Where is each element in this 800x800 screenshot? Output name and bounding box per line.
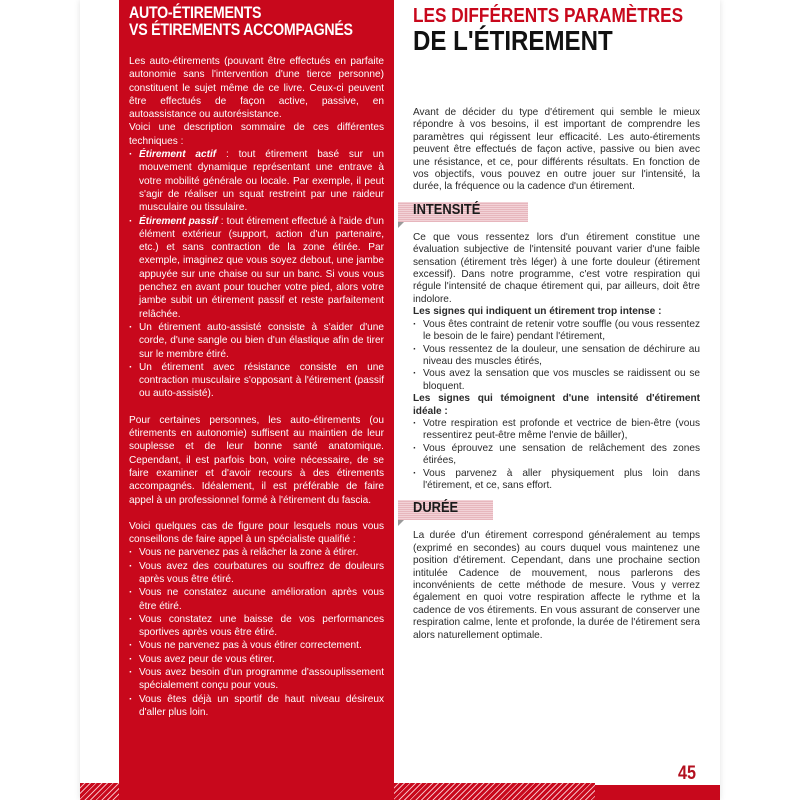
term: Étirement passif xyxy=(139,215,218,227)
list-item: · Vous avez besoin d'un programme d'assouplissement spécialement conçu pour vous. xyxy=(129,666,384,693)
list-item: · Vous ne constatez aucune amélioration après vous être étiré. xyxy=(129,586,384,613)
footer-hatch-left xyxy=(80,783,119,800)
ideal-list xyxy=(413,418,700,492)
list-item: · Vous avez peur de vous étirer. xyxy=(129,653,384,666)
section-heading-intensite xyxy=(398,202,528,222)
duree-paragraph: La durée d'un étirement correspond généralement au temps (exprimé en secondes) au cours duquel vous maintenez une position d'étirement. Cependant, dans une prochaine section intitulée Cadence de mouvement, nous parlerons des inconvénients de cette méthode de mesure. Vous y verrez également en quoi votre respiration affecte le rythme et la cadence de vos étirements. En vous assurant de conserver une respiration calme, lente et profonde, la durée de l'étirement sera alors naturellement optimale. xyxy=(413,530,700,641)
cases-intro: Voici quelques cas de figure pour lesquels nous vous conseillons de faire appel à un spécialiste qualifié : xyxy=(129,520,384,546)
definition: Un étirement auto-assisté consiste à s'aider d'une corde, d'une sangle ou bien d'un élastique afin de tirer sur le membre étiré. xyxy=(139,321,384,360)
list-item: · Vous ressentez de la douleur, une sensation de déchirure au niveau des muscles étirés, xyxy=(413,344,700,369)
panel-body xyxy=(129,55,384,719)
too-intense-list xyxy=(413,319,700,393)
list-item xyxy=(129,361,384,401)
techniques-intro: Voici une description sommaire de ces différentes techniques : xyxy=(129,122,384,147)
panel-paragraph-2: Pour certaines personnes, les auto-étirements (ou étirements en autonomie) suffisent au maintien de leur souplesse et de leur bonne santé anatomique. Cependant, il est parfois bon, voire nécessaire, de se faire examiner et d'avoir recours à des étirements accompagnés. Idéalement, il est préférable de faire appel à un professionnel formé à l'étirement du fascia. xyxy=(129,414,384,506)
list-item: · Vous êtes contraint de retenir votre souffle (ou vous ressentez le besoin de le faire) pendant l'étirement, xyxy=(413,319,700,344)
panel-intro: Les auto-étirements (pouvant être effectués en parfaite autonomie sans l'intervention d'une tierce personne) constituent le sujet même de ce livre. Ceux-ci peuvent être effectués de façon active, passive, en autoassistance ou autorésistance. xyxy=(129,56,384,121)
ideal-label: Les signes qui témoignent d'une intensité d'étirement idéale : xyxy=(413,393,700,417)
page-title-line2: DE L'ÉTIREMENT xyxy=(413,25,613,56)
list-item: · Vous avez des courbatures ou souffrez de douleurs après vous être étiré. xyxy=(129,560,384,587)
section-heading-duree xyxy=(398,500,493,520)
panel-title-line1: AUTO-ÉTIREMENTS xyxy=(129,4,262,22)
list-item xyxy=(129,215,384,321)
section-heading-text: INTENSITÉ xyxy=(413,200,481,218)
footer-red-bar xyxy=(595,785,720,800)
list-item: · Vous avez la sensation que vos muscles se raidissent ou se bloquent. xyxy=(413,368,700,393)
panel-title-line2: VS ÉTIREMENTS ACCOMPAGNÉS xyxy=(129,21,353,39)
panel-title xyxy=(129,4,353,39)
list-item: · Vous ne parvenez pas à vous étirer correctement. xyxy=(129,639,384,652)
list-item: · Vous êtes déjà un sportif de haut niveau désireux d'aller plus loin. xyxy=(129,693,384,720)
main-column xyxy=(413,6,700,642)
list-item: · Votre respiration est profonde et vectrice de bien-être (vous ressentirez peut-être même l'envie de bâiller), xyxy=(413,418,700,443)
list-item: · Vous ne parvenez pas à relâcher la zone à étirer. xyxy=(129,546,384,559)
too-intense-label: Les signes qui indiquent un étirement trop intense : xyxy=(413,306,662,318)
main-body xyxy=(413,107,700,642)
list-item: · Vous éprouvez une sensation de relâchement des zones étirées, xyxy=(413,443,700,468)
definition: : tout étirement basé sur un mouvement dynamique représentant une entrave à votre mobilité générale ou locale. Par exemple, il peut s'agir de réaliser un squat restreint par une raideur musculaire ou tissulaire. xyxy=(139,149,384,214)
techniques-list xyxy=(129,148,384,401)
definition: : tout étirement effectué à l'aide d'un élément extérieur (support, action d'un partenaire, etc.) et sans contraction de la zone étirée. Par exemple, imaginez que vous soyez debout, une jambe appuyée sur une chaise ou sur un banc. Si vous vous penchez en avant pour toucher votre pied, alors votre jambe subit un étirement passif et reste parfaitement relâchée. xyxy=(139,215,384,320)
sidebar-panel-auto-etirements xyxy=(119,0,394,800)
page-title-line1: LES DIFFÉRENTS PARAMÈTRES xyxy=(413,5,684,27)
list-item xyxy=(129,148,384,214)
term: Étirement actif xyxy=(139,149,217,161)
intensite-paragraph: Ce que vous ressentez lors d'un étirement constitue une évaluation subjective de l'intensité pouvant varier d'une faible sensation (étirement très léger) à une forte douleur (étirement excessif). Dans notre programme, c'est votre respiration qui régule l'intensité de chaque étirement qui, par ailleurs, doit être indolore. xyxy=(413,231,700,305)
cases-list xyxy=(129,546,384,719)
page-number: 45 xyxy=(678,763,696,784)
section-heading-text: DURÉE xyxy=(413,499,459,517)
list-item xyxy=(129,321,384,361)
list-item: · Vous parvenez à aller physiquement plus loin dans l'étirement, et ce, sans effort. xyxy=(413,468,700,493)
definition: Un étirement avec résistance consiste en une contraction musculaire s'opposant à l'étirement (passif ou auto-assisté). xyxy=(139,361,384,400)
intro-paragraph: Avant de décider du type d'étirement qui semble le mieux répondre à vos besoins, il est important de comprendre les paramètres qui régissent leur efficacité. Les auto-étirements peuvent être effectués de façon active, passive ou bien avec une résistance, et ce, pour différents résultats. En fonction de vos objectifs, vous pouvez en outre jouer sur l'intensité, la durée, la fréquence ou la cadence d'un étirement. xyxy=(413,107,700,193)
footer-hatch-right xyxy=(394,783,595,800)
list-item: · Vous constatez une baisse de vos performances sportives après vous être étiré. xyxy=(129,613,384,640)
